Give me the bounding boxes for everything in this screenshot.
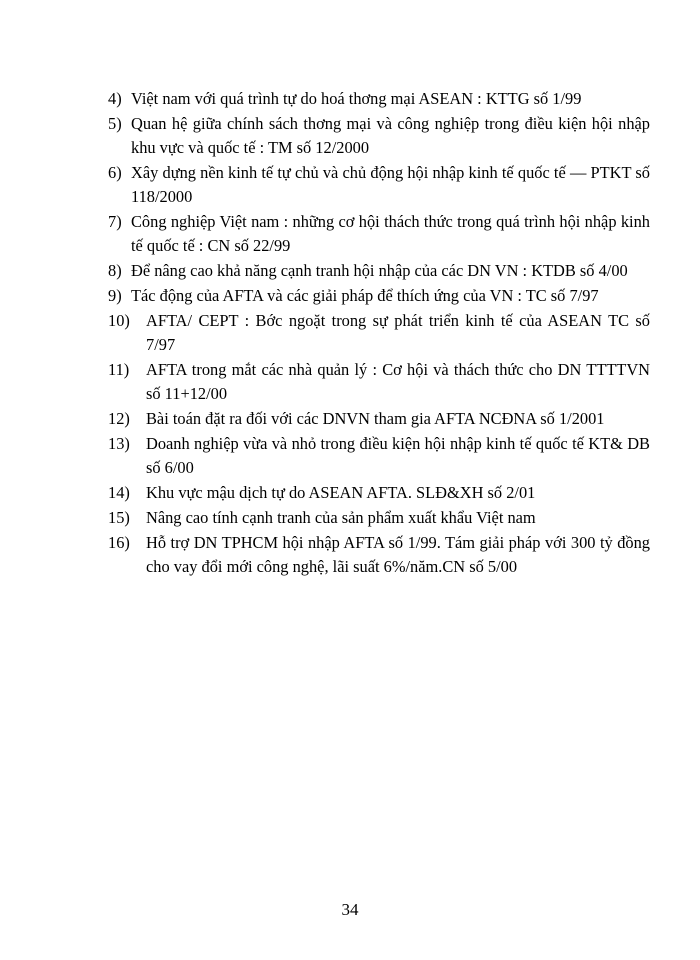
- reference-list: [108, 87, 650, 579]
- reference-number: 8): [108, 261, 122, 280]
- reference-item: [108, 259, 650, 283]
- reference-number: 15): [108, 508, 130, 527]
- reference-number: 5): [108, 114, 122, 133]
- reference-text: AFTA trong mắt các nhà quản lý : Cơ hội và thách thức cho DN TTTTVN số 11+12/00: [146, 360, 650, 403]
- reference-text: Công nghiệp Việt nam : những cơ hội thách thức trong quá trình hội nhập kinh tế quốc tế : CN số 22/99: [131, 212, 650, 255]
- reference-text: Nâng cao tính cạnh tranh của sản phẩm xuất khẩu Việt nam: [146, 508, 536, 527]
- reference-text: Khu vực mậu dịch tự do ASEAN AFTA. SLĐ&XH số 2/01: [146, 483, 536, 502]
- reference-text: Việt nam với quá trình tự do hoá thơng mại ASEAN : KTTG số 1/99: [131, 89, 582, 108]
- reference-number: 14): [108, 483, 130, 502]
- reference-number: 12): [108, 409, 130, 428]
- reference-number: 11): [108, 360, 130, 379]
- reference-text: Doanh nghiệp vừa và nhỏ trong điều kiện hội nhập kinh tế quốc tế KT& DB số 6/00: [146, 434, 650, 477]
- reference-item: [108, 284, 650, 308]
- reference-number: 7): [108, 212, 122, 231]
- reference-number: 4): [108, 89, 122, 108]
- reference-item: [108, 531, 650, 579]
- reference-text: Xây dựng nền kinh tế tự chủ và chủ động hội nhập kinh tế quốc tế — PTKT số 118/2000: [131, 163, 650, 206]
- reference-item: [108, 210, 650, 258]
- reference-item: [108, 407, 650, 431]
- reference-text: Bài toán đặt ra đối với các DNVN tham gia AFTA NCĐNA số 1/2001: [146, 409, 605, 428]
- reference-text: AFTA/ CEPT : Bớc ngoặt trong sự phát triển kinh tế của ASEAN TC số 7/97: [146, 311, 650, 354]
- reference-item: [108, 87, 650, 111]
- reference-list-section: [108, 87, 650, 580]
- reference-number: 6): [108, 163, 122, 182]
- reference-number: 16): [108, 533, 130, 552]
- reference-number: 10): [108, 311, 130, 330]
- reference-text: Quan hệ giữa chính sách thơng mại và công nghiệp trong điều kiện hội nhập khu vực và quốc tế : TM số 12/2000: [131, 114, 650, 157]
- reference-text: Hỗ trợ DN TPHCM hội nhập AFTA số 1/99. Tám giải pháp với 300 tỷ đồng cho vay đổi mới công nghệ, lãi suất 6%/năm.CN số 5/00: [146, 533, 650, 576]
- page-number: 34: [341, 900, 359, 919]
- reference-item: [108, 506, 650, 530]
- reference-item: [108, 112, 650, 160]
- reference-number: 13): [108, 434, 130, 453]
- reference-text: Tác động của AFTA và các giải pháp để thích ứng của VN : TC số 7/97: [131, 286, 599, 305]
- reference-text: Để nâng cao khả năng cạnh tranh hội nhập của các DN VN : KTDB số 4/00: [131, 261, 628, 280]
- reference-item: [108, 161, 650, 209]
- reference-item: [108, 481, 650, 505]
- reference-item: [108, 358, 650, 406]
- reference-item: [108, 432, 650, 480]
- reference-item: [108, 309, 650, 357]
- reference-number: 9): [108, 286, 122, 305]
